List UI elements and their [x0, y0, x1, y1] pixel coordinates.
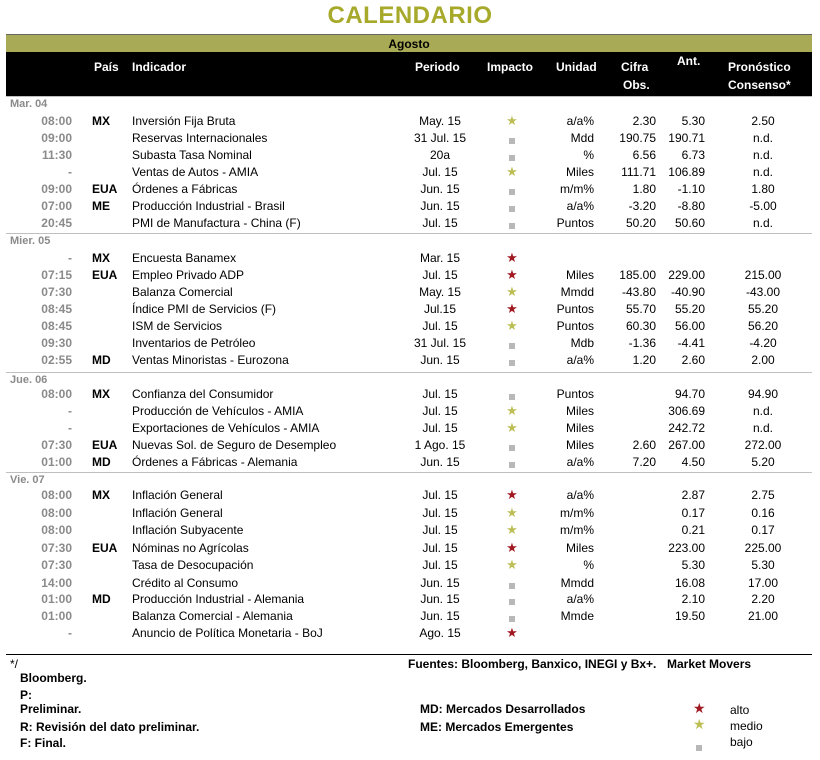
star-icon: ★: [506, 267, 518, 282]
row-forecast: 272.00: [744, 438, 782, 452]
row-indicator: Subasta Tasa Nominal: [132, 148, 252, 162]
row-prev: 0.17: [681, 506, 705, 520]
square-icon: [502, 440, 522, 455]
square-icon: [696, 740, 702, 754]
row-obs: 2.60: [632, 438, 656, 452]
row-forecast: n.d.: [752, 216, 773, 230]
row-prev: 16.08: [674, 576, 705, 590]
square-icon: [502, 578, 522, 593]
square-icon: [502, 218, 522, 233]
row-period: Jun. 15: [420, 576, 460, 590]
row-forecast: 5.30: [751, 558, 775, 572]
row-period: Ago. 15: [419, 626, 461, 640]
row-time: 08:00: [41, 506, 72, 520]
row-unit: Miles: [565, 438, 594, 452]
row-unit: Mmdd: [560, 285, 594, 299]
square-icon: [502, 611, 522, 626]
star-icon: ★: [506, 318, 518, 333]
star-icon: ★: [506, 250, 518, 265]
row-indicator: Producción de Vehículos - AMIA: [132, 404, 304, 418]
row-unit: m/m%: [560, 523, 594, 537]
star-icon: ★: [506, 420, 518, 435]
row-prev: -8.80: [677, 199, 705, 213]
day-label: Mar. 04: [10, 98, 48, 110]
square-icon: [502, 150, 522, 165]
row-forecast: 0.16: [751, 506, 775, 520]
row-unit: Mdd: [570, 131, 594, 145]
row-period: Jul.15: [423, 302, 457, 316]
footnote-preliminar: Preliminar.: [20, 702, 82, 716]
header-ant: Ant.: [677, 54, 701, 68]
row-indicator: Nuevas Sol. de Seguro de Desempleo: [132, 438, 337, 452]
row-obs: 185.00: [619, 268, 656, 282]
row-prev: 190.71: [668, 131, 705, 145]
star-icon: ★: [506, 301, 518, 316]
star-icon: ★: [506, 540, 518, 555]
row-prev: 6.73: [681, 148, 705, 162]
star-icon: ★: [506, 487, 518, 502]
row-country: MD: [92, 455, 111, 469]
row-indicator: Balanza Comercial - Alemania: [132, 609, 293, 623]
row-indicator: Nóminas no Agrícolas: [132, 541, 249, 555]
row-time: 07:30: [41, 541, 72, 555]
row-unit: a/a%: [566, 114, 594, 128]
square-icon: [502, 133, 522, 148]
row-forecast: 225.00: [744, 541, 782, 555]
row-indicator: Índice PMI de Servicios (F): [132, 302, 277, 316]
row-period: Jun. 15: [420, 455, 460, 469]
row-unit: Miles: [565, 541, 594, 555]
row-forecast: 2.50: [751, 114, 775, 128]
row-period: Jul. 15: [422, 523, 458, 537]
row-unit: Puntos: [556, 216, 594, 230]
row-prev: 229.00: [668, 268, 705, 282]
star-icon: ★: [506, 557, 518, 572]
row-obs: 50.20: [625, 216, 656, 230]
row-forecast: n.d.: [752, 404, 773, 418]
row-indicator: Órdenes a Fábricas - Alemania: [132, 455, 298, 469]
row-obs: 6.56: [632, 148, 656, 162]
row-indicator: Inversión Fija Bruta: [132, 114, 236, 128]
row-period: Jul. 15: [422, 319, 458, 333]
square-icon: [502, 594, 522, 609]
row-forecast: 94.90: [747, 387, 779, 401]
month-bar: Agosto: [6, 34, 812, 53]
row-period: Mar. 15: [419, 251, 461, 265]
row-period: Jun. 15: [420, 592, 460, 606]
row-time: 07:30: [41, 285, 72, 299]
legend-high-label: alto: [730, 703, 750, 717]
row-unit: %: [583, 558, 594, 572]
row-period: Jul. 15: [422, 506, 458, 520]
row-indicator: Inflación General: [132, 488, 223, 502]
header-obs: Obs.: [623, 78, 650, 92]
row-time: 07:00: [41, 199, 72, 213]
row-prev: 5.30: [681, 114, 705, 128]
row-forecast: 0.17: [751, 523, 775, 537]
row-prev: 19.50: [674, 609, 705, 623]
row-indicator: Inflación General: [132, 506, 223, 520]
row-indicator: Órdenes a Fábricas: [132, 182, 238, 196]
star-icon: ★: [693, 700, 706, 716]
row-period: May. 15: [419, 285, 461, 299]
row-unit: Miles: [565, 165, 594, 179]
row-obs: -1.36: [628, 336, 656, 350]
row-country: EUA: [92, 438, 118, 452]
row-forecast: 2.00: [751, 353, 775, 367]
square-icon: [502, 355, 522, 370]
row-prev: 267.00: [668, 438, 705, 452]
legend-mid-label: medio: [730, 719, 763, 733]
row-forecast: n.d.: [752, 148, 773, 162]
star-icon: ★: [506, 522, 518, 537]
header-pais: País: [94, 60, 119, 74]
row-country: MX: [92, 251, 110, 265]
row-obs: 60.30: [625, 319, 656, 333]
row-prev: 5.30: [681, 558, 705, 572]
row-indicator: Exportaciones de Vehículos - AMIA: [132, 421, 320, 435]
row-time: 08:45: [41, 319, 72, 333]
row-forecast: 56.20: [747, 319, 779, 333]
row-prev: -4.41: [677, 336, 705, 350]
row-unit: a/a%: [566, 488, 594, 502]
day-divider: [6, 233, 812, 234]
row-time: 02:55: [41, 353, 72, 367]
row-period: Jun. 15: [420, 199, 460, 213]
footnote-bloomberg: Bloomberg.: [20, 671, 87, 685]
day-divider: [6, 96, 812, 97]
row-forecast: n.d.: [752, 421, 773, 435]
day-divider: [6, 472, 812, 473]
row-period: May. 15: [419, 114, 461, 128]
row-indicator: Anuncio de Política Monetaria - BoJ: [132, 626, 323, 640]
row-time: -: [68, 421, 72, 435]
row-period: Jul. 15: [422, 387, 458, 401]
row-unit: %: [583, 148, 594, 162]
row-time: 07:15: [41, 268, 72, 282]
row-indicator: Producción Industrial - Brasil: [132, 199, 285, 213]
legend-me: ME: Mercados Emergentes: [420, 720, 574, 734]
row-period: Jul. 15: [422, 421, 458, 435]
row-forecast: n.d.: [752, 131, 773, 145]
row-time: 09:30: [41, 336, 72, 350]
row-time: 07:30: [41, 558, 72, 572]
row-prev: 4.50: [681, 455, 705, 469]
row-forecast: -5.00: [749, 199, 777, 213]
row-time: -: [68, 251, 72, 265]
row-prev: 56.00: [674, 319, 705, 333]
row-prev: 106.89: [668, 165, 705, 179]
row-period: Jul. 15: [422, 216, 458, 230]
row-indicator: Inflación Subyacente: [132, 523, 244, 537]
row-period: Jul. 15: [422, 165, 458, 179]
row-indicator: Tasa de Desocupación: [132, 558, 254, 572]
row-forecast: -4.20: [749, 336, 777, 350]
legend-md: MD: Mercados Desarrollados: [420, 702, 586, 716]
row-period: 31 Jul. 15: [413, 336, 467, 350]
row-time: -: [68, 165, 72, 179]
row-period: Jun. 15: [420, 353, 460, 367]
row-time: 11:30: [41, 148, 72, 162]
row-unit: Mmde: [560, 609, 594, 623]
row-unit: a/a%: [566, 592, 594, 606]
row-obs: 55.70: [625, 302, 656, 316]
row-unit: Miles: [565, 404, 594, 418]
row-country: EUA: [92, 541, 118, 555]
square-icon: [502, 184, 522, 199]
star-icon: ★: [506, 113, 518, 128]
footer-divider: [6, 654, 812, 655]
day-divider: [6, 372, 812, 373]
row-time: -: [68, 404, 72, 418]
row-time: 01:00: [41, 609, 72, 623]
row-prev: 94.70: [674, 387, 705, 401]
row-period: Jul. 15: [422, 488, 458, 502]
row-time: 09:00: [41, 182, 72, 196]
row-indicator: Ventas de Autos - AMIA: [132, 165, 259, 179]
footnote-final: F: Final.: [20, 736, 66, 750]
header-impacto: Impacto: [487, 60, 534, 74]
star-icon: ★: [506, 403, 518, 418]
row-time: 07:30: [41, 438, 72, 452]
row-forecast: 215.00: [744, 268, 782, 282]
row-unit: Miles: [565, 421, 594, 435]
row-prev: 0.21: [681, 523, 705, 537]
row-forecast: 5.20: [751, 455, 775, 469]
header-periodo: Periodo: [415, 60, 460, 74]
row-forecast: 2.20: [751, 592, 775, 606]
star-icon: ★: [693, 716, 706, 732]
row-country: MX: [92, 488, 110, 502]
row-obs: 1.20: [632, 353, 656, 367]
row-time: 08:45: [41, 302, 72, 316]
footnote-revision: R: Revisión del dato preliminar.: [20, 720, 200, 734]
row-period: Jul. 15: [422, 558, 458, 572]
row-unit: Puntos: [556, 319, 594, 333]
row-period: Jul. 15: [422, 541, 458, 555]
row-period: 20a: [429, 148, 451, 162]
row-period: 31 Jul. 15: [413, 131, 467, 145]
square-icon: [502, 201, 522, 216]
row-obs: 7.20: [632, 455, 656, 469]
row-unit: a/a%: [566, 353, 594, 367]
square-icon: [502, 457, 522, 472]
row-forecast: 2.75: [751, 488, 775, 502]
row-obs: -3.20: [628, 199, 656, 213]
row-forecast: 1.80: [751, 182, 775, 196]
row-country: EUA: [92, 182, 118, 196]
row-prev: -40.90: [670, 285, 705, 299]
star-icon: ★: [506, 625, 518, 640]
row-forecast: n.d.: [752, 165, 773, 179]
row-indicator: PMI de Manufactura - China (F): [132, 216, 301, 230]
row-country: ME: [92, 199, 110, 213]
row-prev: 223.00: [668, 541, 705, 555]
row-forecast: 21.00: [747, 609, 779, 623]
row-prev: 2.60: [681, 353, 705, 367]
row-time: 08:00: [41, 523, 72, 537]
header-pronostico: Pronóstico: [728, 60, 791, 74]
day-label: Mier. 05: [10, 235, 51, 247]
row-time: -: [68, 626, 72, 640]
row-period: Jun. 15: [420, 182, 460, 196]
row-time: 08:00: [41, 387, 72, 401]
day-label: Vie. 07: [10, 474, 45, 486]
row-indicator: Encuesta Banamex: [132, 251, 237, 265]
row-time: 14:00: [41, 576, 72, 590]
row-period: Jul. 15: [422, 404, 458, 418]
row-indicator: ISM de Servicios: [132, 319, 223, 333]
row-prev: 2.10: [681, 592, 705, 606]
row-country: MX: [92, 114, 110, 128]
row-unit: Puntos: [556, 302, 594, 316]
header-unidad: Unidad: [556, 60, 597, 74]
row-indicator: Ventas Minoristas - Eurozona: [132, 353, 289, 367]
row-time: 01:00: [41, 455, 72, 469]
row-prev: 50.60: [674, 216, 705, 230]
star-icon: ★: [506, 164, 518, 179]
row-unit: Miles: [565, 268, 594, 282]
row-indicator: Crédito al Consumo: [132, 576, 239, 590]
row-period: Jul. 15: [422, 268, 458, 282]
row-country: EUA: [92, 268, 118, 282]
row-unit: a/a%: [566, 455, 594, 469]
row-unit: m/m%: [560, 506, 594, 520]
row-obs: 2.30: [632, 114, 656, 128]
row-period: 1 Ago. 15: [414, 438, 466, 452]
footnote-p: P:: [20, 688, 32, 702]
row-unit: a/a%: [566, 199, 594, 213]
row-forecast: -43.00: [745, 285, 781, 299]
row-unit: Puntos: [556, 387, 594, 401]
row-forecast: 17.00: [747, 576, 779, 590]
row-forecast: 55.20: [747, 302, 779, 316]
row-indicator: Reservas Internacionales: [132, 131, 268, 145]
table-header: [6, 52, 812, 96]
header-indicador: Indicador: [132, 60, 187, 74]
row-time: 08:00: [41, 488, 72, 502]
row-unit: Mdb: [570, 336, 594, 350]
row-time: 01:00: [41, 592, 72, 606]
row-period: Jun. 15: [420, 609, 460, 623]
header-cifra: Cifra: [621, 60, 649, 74]
row-prev: 306.69: [668, 404, 705, 418]
legend-low-label: bajo: [730, 735, 753, 749]
row-obs: 190.75: [619, 131, 656, 145]
square-icon: [502, 338, 522, 353]
row-country: MD: [92, 353, 111, 367]
row-time: 08:00: [41, 114, 72, 128]
row-unit: Mmdd: [560, 576, 594, 590]
row-indicator: Producción Industrial - Alemania: [132, 592, 305, 606]
header-consenso: Consenso*: [728, 78, 791, 92]
row-time: 20:45: [41, 216, 72, 230]
row-indicator: Balanza Comercial: [132, 285, 233, 299]
page-title: CALENDARIO: [327, 2, 493, 29]
day-label: Jue. 06: [10, 374, 48, 386]
row-obs: 1.80: [632, 182, 656, 196]
row-prev: 242.72: [668, 421, 705, 435]
star-icon: ★: [506, 284, 518, 299]
row-country: MD: [92, 592, 111, 606]
footnote-marker: */: [10, 657, 19, 671]
square-icon: [502, 389, 522, 404]
row-indicator: Empleo Privado ADP: [132, 268, 245, 282]
row-obs: 111.71: [621, 165, 656, 179]
brand-text: Market Movers: [667, 657, 752, 671]
row-indicator: Confianza del Consumidor: [132, 387, 274, 401]
row-prev: -1.10: [677, 182, 705, 196]
row-unit: m/m%: [560, 182, 594, 196]
row-prev: 2.87: [681, 488, 705, 502]
row-time: 09:00: [41, 131, 72, 145]
row-country: MX: [92, 387, 110, 401]
row-obs: -43.80: [621, 285, 656, 299]
sources-text: Fuentes: Bloomberg, Banxico, INEGI y Bx+.: [408, 657, 657, 671]
row-prev: 55.20: [674, 302, 705, 316]
star-icon: ★: [506, 505, 518, 520]
row-indicator: Inventarios de Petróleo: [132, 336, 256, 350]
